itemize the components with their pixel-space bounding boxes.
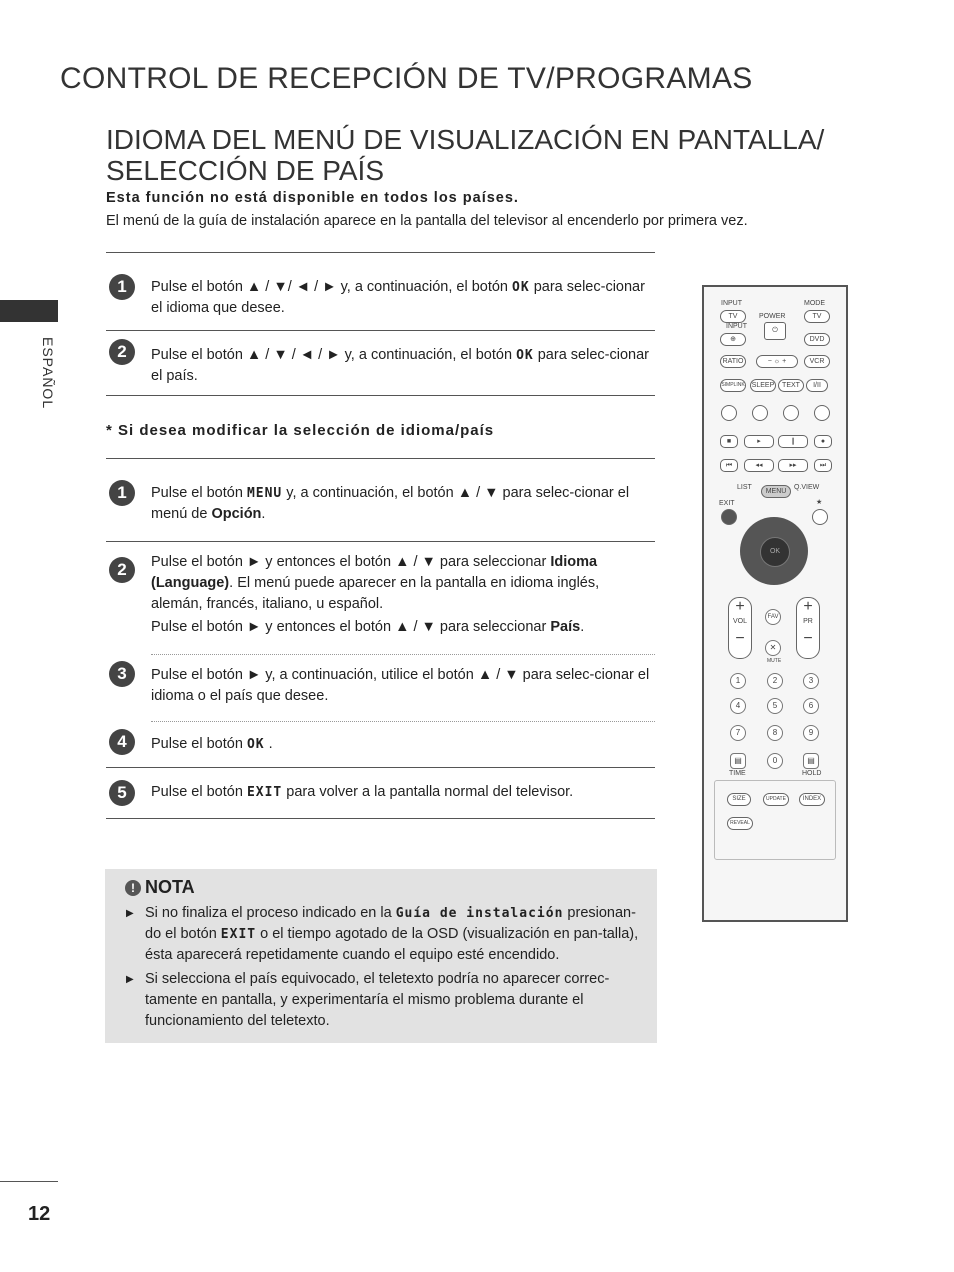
green-button[interactable]: [752, 405, 768, 421]
section-title: [106, 124, 824, 186]
hold-button[interactable]: ▤: [803, 753, 819, 769]
number-0-button[interactable]: 0: [767, 753, 783, 769]
exclamation-icon: !: [125, 880, 141, 896]
step-number: 1: [109, 480, 135, 506]
teletext-panel: [714, 780, 836, 860]
simplink-button[interactable]: SIMPLINK: [720, 379, 746, 392]
bullet-arrow-icon: ▶: [126, 974, 134, 985]
label-exit: EXIT: [719, 500, 735, 507]
menu-button[interactable]: MENU: [761, 485, 791, 498]
number-8-button[interactable]: 8: [767, 725, 783, 741]
step-text: Pulse el botón ► y entonces el botón ▲ / ▼ para seleccionar Idioma (Language). El menú puede aparecer en la pantalla en idioma inglés, alemán, francés, italiano, u español.: [151, 554, 600, 612]
step-number: 1: [109, 274, 135, 300]
pr-label: PR: [803, 618, 813, 625]
index-button[interactable]: INDEX: [799, 793, 825, 806]
divider: [106, 458, 655, 459]
prev-button[interactable]: ⏮: [720, 459, 738, 472]
step-text: Pulse el botón ► y entonces el botón ▲ / ▼ para seleccionar País.: [151, 619, 585, 635]
mode-tv-button[interactable]: TV: [804, 310, 830, 323]
dotted-divider: [151, 721, 655, 722]
ok-button[interactable]: OK: [760, 537, 790, 567]
update-button[interactable]: UPDATE: [763, 793, 789, 806]
divider: [106, 252, 655, 253]
label-star: ★: [816, 499, 823, 506]
note-bullet: ▶ Si selecciona el país equivocado, el teletexto podría no aparecer correc-tamente en pantalla, y experimentaría el mismo problema durante el funcionamiento del teletexto.: [126, 971, 610, 1029]
rewind-button[interactable]: ◂◂: [744, 459, 774, 472]
label-time: TIME: [729, 770, 746, 777]
subheading: * Si desea modificar la selección de idioma/país: [106, 422, 495, 439]
number-3-button[interactable]: 3: [803, 673, 819, 689]
note-box: [105, 869, 657, 1043]
volume-rocker[interactable]: + VOL −: [728, 597, 752, 659]
number-2-button[interactable]: 2: [767, 673, 783, 689]
ratio-button[interactable]: RATIO: [720, 355, 746, 368]
page-number: 12: [28, 1203, 51, 1225]
step-number: 3: [109, 661, 135, 687]
divider: [106, 395, 655, 396]
step-number: 5: [109, 780, 135, 806]
tv-input-button[interactable]: TV: [720, 310, 746, 323]
divider: [106, 330, 655, 331]
program-rocker[interactable]: + PR −: [796, 597, 820, 659]
divider: [106, 541, 655, 542]
yellow-button[interactable]: [783, 405, 799, 421]
dotted-divider: [151, 654, 655, 655]
divider: [106, 818, 655, 819]
input-button[interactable]: ⊕: [720, 333, 746, 346]
power-button[interactable]: ⏻: [764, 322, 786, 340]
number-9-button[interactable]: 9: [803, 725, 819, 741]
label-hold: HOLD: [802, 770, 822, 777]
section-title-line2: SELECCIÓN DE PAÍS: [106, 155, 385, 186]
label-power: POWER: [759, 313, 786, 320]
intro-text: El menú de la guía de instalación aparece en la pantalla del televisor al encenderlo por primera vez.: [106, 213, 748, 229]
fav-button[interactable]: FAV: [765, 609, 781, 625]
label-mute: MUTE: [767, 658, 782, 664]
dvd-button[interactable]: DVD: [804, 333, 830, 346]
forward-button[interactable]: ▸▸: [778, 459, 808, 472]
favorite-star-button[interactable]: [812, 509, 828, 525]
number-4-button[interactable]: 4: [730, 698, 746, 714]
label-list: LIST: [737, 484, 752, 491]
number-7-button[interactable]: 7: [730, 725, 746, 741]
label-input2: INPUT: [726, 323, 747, 330]
pause-button[interactable]: ❙: [778, 435, 808, 448]
note-bullet: ▶ Si no finaliza el proceso indicado en la Guía de instalación presionan-do el botón EXIT o el tiempo agotado de la OSD (visualización en pan-talla), ésta aparecerá repetidamente cuando el equipo esté encendido.: [126, 905, 639, 963]
divider: [106, 767, 655, 768]
availability-warning: Esta función no está disponible en todos los países.: [106, 190, 519, 206]
mute-button[interactable]: ✕: [765, 640, 781, 656]
label-input: INPUT: [721, 300, 742, 307]
step-text: Pulse el botón ► y, a continuación, utilice el botón ▲ / ▼ para selec-cionar el idioma o el país que desee.: [151, 667, 650, 704]
side-tab-bar: [0, 300, 58, 322]
vol-label: VOL: [732, 618, 747, 625]
next-button[interactable]: ⏭: [814, 459, 832, 472]
navigation-ring[interactable]: [740, 517, 808, 585]
stop-button[interactable]: ■: [720, 435, 738, 448]
size-button[interactable]: SIZE: [727, 793, 751, 806]
dual-button[interactable]: I/II: [806, 379, 828, 392]
label-qview: Q.VIEW: [794, 484, 820, 491]
note-title: ! NOTA: [125, 877, 195, 898]
play-button[interactable]: ▸: [744, 435, 774, 448]
brightness-button[interactable]: − ☼ +: [756, 355, 798, 368]
exit-button[interactable]: [721, 509, 737, 525]
section-title-line1: IDIOMA DEL MENÚ DE VISUALIZACIÓN EN PANTALLA/: [106, 124, 825, 155]
sleep-button[interactable]: SLEEP: [750, 379, 776, 392]
step-number: 2: [109, 557, 135, 583]
vcr-button[interactable]: VCR: [804, 355, 830, 368]
step-text: Pulse el botón OK .: [151, 736, 273, 752]
step-text: Pulse el botón MENU y, a continuación, el botón ▲ / ▼ para selec-cionar el menú de Opción.: [151, 485, 630, 522]
page-number-rule: [0, 1181, 58, 1182]
number-6-button[interactable]: 6: [803, 698, 819, 714]
remote-control: [702, 285, 848, 922]
label-mode: MODE: [804, 300, 825, 307]
time-button[interactable]: ▤: [730, 753, 746, 769]
number-1-button[interactable]: 1: [730, 673, 746, 689]
number-5-button[interactable]: 5: [767, 698, 783, 714]
red-button[interactable]: [721, 405, 737, 421]
step-number: 2: [109, 339, 135, 365]
blue-button[interactable]: [814, 405, 830, 421]
language-label: ESPAÑOL: [40, 337, 56, 410]
page-title: CONTROL DE RECEPCIÓN DE TV/PROGRAMAS: [60, 62, 753, 95]
step-text: Pulse el botón EXIT para volver a la pantalla normal del televisor.: [151, 784, 574, 800]
step-text: Pulse el botón ▲ / ▼ / ◄ / ► y, a continuación, el botón OK para selec-cionar el país.: [151, 347, 649, 384]
reveal-button[interactable]: REVEAL: [727, 817, 753, 830]
bullet-arrow-icon: ▶: [126, 908, 134, 919]
text-button[interactable]: TEXT: [778, 379, 804, 392]
step-number: 4: [109, 729, 135, 755]
record-button[interactable]: ●: [814, 435, 832, 448]
step-text: Pulse el botón ▲ / ▼/ ◄ / ► y, a continuación, el botón OK para selec-cionar el idioma que desee.: [151, 279, 645, 316]
